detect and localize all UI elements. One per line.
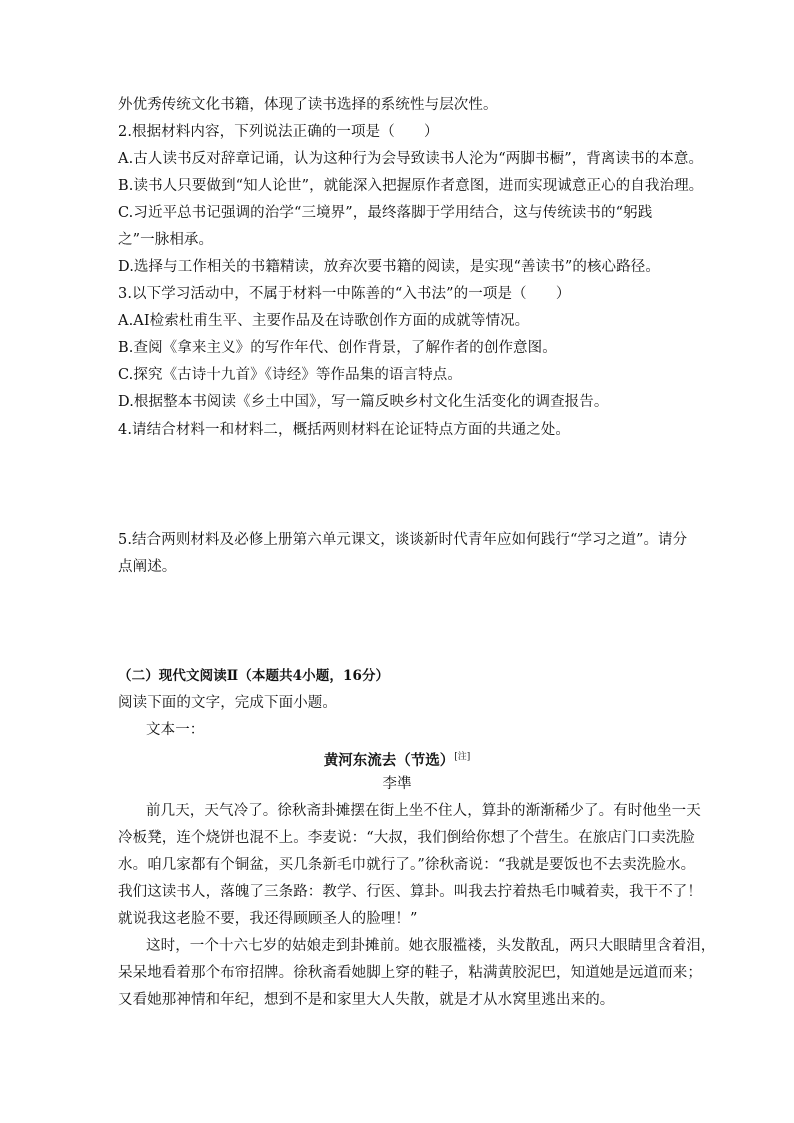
- question-2-option-c: C.习近平总书记强调的治学“三境界”，最终落脚于学用结合，这与传统读书的“躬践: [118, 205, 653, 221]
- paragraph-1-line-5: 就说我这老脸不要，我还得顾顾圣人的脸哩！”: [118, 911, 418, 927]
- question-4-stem: 4.请结合材料一和材料二，概括两则材料在论证特点方面的共通之处。: [118, 422, 571, 438]
- question-2-option-a: A.古人读书反对辞章记诵，认为这种行为会导致读书人沦为“两脚书橱”，背离读书的本意。: [118, 151, 704, 167]
- question-3-option-d: D.根据整本书阅读《乡土中国》，写一篇反映乡村文化生活变化的调查报告。: [118, 394, 609, 410]
- paragraph-1-line-1: 前几天，天气冷了。徐秋斋卦摊摆在街上坐不住人，算卦的渐渐稀少了。有时他坐一天: [146, 803, 701, 819]
- paragraph-2-line-2: 呆呆地看着那个布帘招牌。徐秋斋看她脚上穿的鞋子，粘满黄胶泥巴，知道她是远道而来；: [118, 965, 702, 981]
- paragraph-2-line-3: 又看她那神情和年纪，想到不是和家里大人失散，就是才从水窝里逃出来的。: [118, 992, 615, 1008]
- text-one-label: 文本一：: [146, 722, 205, 738]
- question-5-line-1: 5.结合两则材料及必修上册第六单元课文，谈谈新时代青年应如何践行“学习之道”。请分: [118, 532, 688, 548]
- paragraph-1-line-2: 冷板凳，连个烧饼也混不上。李麦说：“大叔，我们倒给你想了个营生。在旅店门口卖洗脸: [118, 830, 695, 846]
- question-2-stem: 2.根据材料内容，下列说法正确的一项是（ ）: [118, 124, 439, 140]
- question-2-option-d: D.选择与工作相关的书籍精读，放弃次要书籍的阅读，是实现“善读书”的核心路径。: [118, 259, 660, 275]
- paragraph-1-line-4: 我们这读书人，落魄了三条路：教学、行医、算卦。叫我去拧着热毛巾喊着卖，我干不了！: [118, 884, 702, 900]
- question-3-stem: 3.以下学习活动中，不属于材料一中陈善的“入书法”的一项是（ ）: [118, 286, 571, 302]
- question-3-option-c: C.探究《古诗十九首》《诗经》等作品集的语言特点。: [118, 367, 462, 383]
- question-3-option-a: A.AI检索杜甫生平、主要作品及在诗歌创作方面的成就等情况。: [118, 313, 530, 329]
- section-heading: （二）现代文阅读Ⅱ（本题共4小题，16分）: [118, 668, 390, 684]
- reading-instruction: 阅读下面的文字，完成下面小题。: [118, 695, 337, 711]
- question-3-option-b: B.查阅《拿来主义》的写作年代、创作背景，了解作者的创作意图。: [118, 340, 557, 356]
- question-2-option-c-cont: 之”一脉相承。: [118, 232, 214, 248]
- paragraph-2-line-1: 这时，一个十六七岁的姑娘走到卦摊前。她衣服褴褛，头发散乱，两只大眼睛里含着泪，: [146, 938, 716, 954]
- article-title: 黄河东流去（节选）: [323, 751, 455, 769]
- article-title-block: [0, 747, 794, 771]
- article-author: 李凖: [382, 776, 412, 792]
- material-intro-tail: 外优秀传统文化书籍，体现了读书选择的系统性与层次性。: [118, 97, 498, 113]
- title-note-marker: [注]: [454, 752, 471, 762]
- question-2-option-b: B.读书人只要做到“知人论世”，就能深入把握原作者意图，进而实现诚意正心的自我治理。: [118, 178, 704, 194]
- question-5-line-2: 点阐述。: [118, 559, 177, 575]
- paragraph-1-line-3: 水。咱几家都有个铜盆，买几条新毛巾就行了。”徐秋斋说：“我就是要饭也不去卖洗脸水。: [118, 857, 696, 873]
